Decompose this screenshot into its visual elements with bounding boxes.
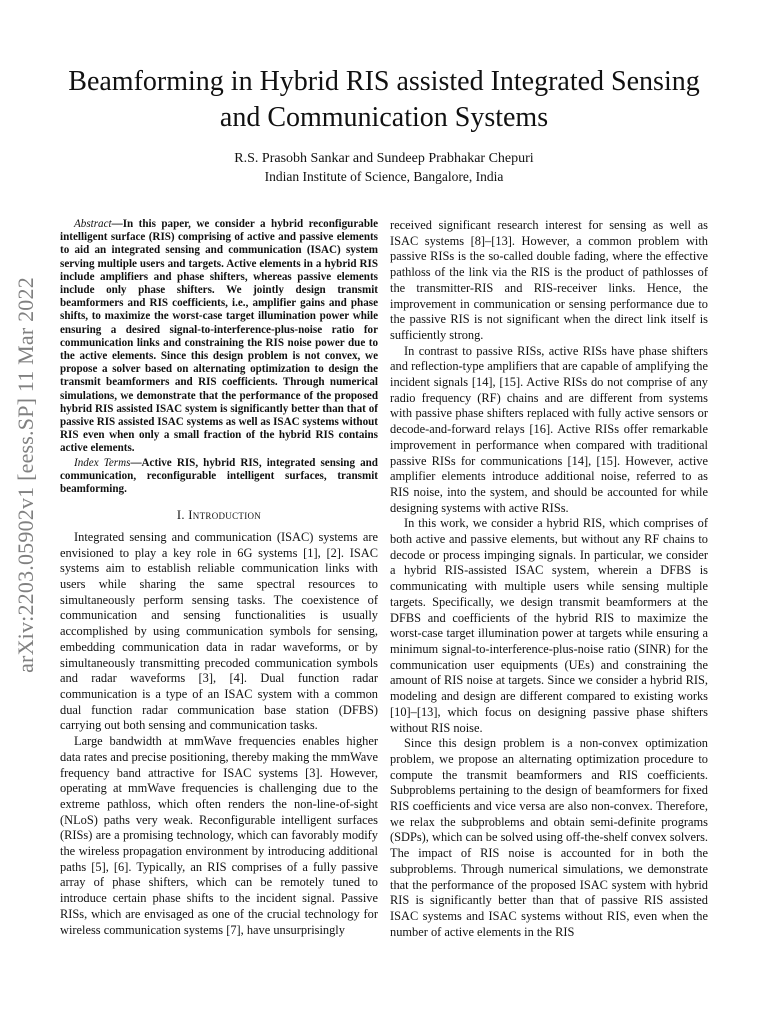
arxiv-stamp-text: arXiv:2203.05902v1 [eess.SP] 11 Mar 2022: [13, 277, 38, 673]
paper-title: Beamforming in Hybrid RIS assisted Integrated Sensing and Communication Systems: [68, 66, 700, 133]
index-terms-text: —Active RIS, hybrid RIS, integrated sensing and communication, reconfigurable intelligent surfaces, transmit beamforming.: [60, 456, 378, 496]
intro-paragraph-2: Large bandwidth at mmWave frequencies enables higher data rates and precise positioning, thereby making the mmWave frequency band attractive for ISAC systems [3]. However, operating at mmWave frequencies is challenging due to the extreme pathloss, which often renders the non-line-of-sight (NLoS) paths very weak. Reconfigurable intelligent surfaces (RISs) are a promising technology, which can favorably modify the wireless propagation environment by introducing additional paths [5], [6]. Typically, an RIS comprises of a fully passive array of phase shifters, which can be remotely tuned to introduce certain phase shifts to the incident signal. Passive RISs, which are envisaged as one of the crucial technology for wireless communication systems [7], have unsurprisingly: [60, 734, 378, 937]
arxiv-stamp: [2, 265, 42, 685]
index-terms-lead: Index Terms: [74, 456, 131, 469]
right-paragraph-1: received significant research interest for sensing as well as ISAC systems [8]–[13]. However, a common problem with passive RISs is the so-called double fading, where the effective pathloss of the link via the RIS is the product of pathlosses of the transmitter-RIS and RIS-receiver links. Hence, the improvement in communication or sensing performance due to the passive RIS is not significant when the direct link itself is sufficiently strong.: [390, 218, 708, 342]
right-column: [390, 218, 708, 940]
right-paragraph-2: In contrast to passive RISs, active RISs have phase shifters and reflection-type amplifiers that are capable of amplifying the incident signals [14], [15]. Active RISs do not comprise of any radio frequency (RF) chains and are different from systems with passive phase shifters replaced with fully active sensors or decode-and-forward relays [16]. Active RISs offer remarkable improvement in performance when compared with traditional passive RISs for communications [14], [15]. However, active amplifier elements introduce additional noise, referred to as RIS noise, into the system, and should be accounted for while designing systems with active RISs.: [390, 343, 708, 515]
abstract-lead: Abstract: [74, 218, 112, 230]
right-paragraph-3: In this work, we consider a hybrid RIS, which comprises of both active and passive elements, but without any RF chains to decode or process impinging signals. In particular, we consider a hybrid RIS-assisted ISAC system, wherein a DFBS is communicating with multiple users while sensing multiple targets. Specifically, we design transmit beamformers at the DFBS and coefficients of the hybrid RIS to maximize the worst-case target illumination power at targets while ensuring a minimum signal-to-interference-plus-noise ratio (SINR) for the communication user equipments (UEs) and constraining the amount of RIS noise at targets. Since we consider a hybrid RIS, modeling and design are different compared to existing works [10]–[13], which focus on designing passive phase shifters without RIS noise.: [390, 516, 708, 735]
abstract-text: —In this paper, we consider a hybrid reconfigurable intelligent surface (RIS) comprising of active and passive elements to aid an integrated sensing and communication (ISAC) system serving multiple users and targets. Active elements in a hybrid RIS include amplifiers and phase shifters, whereas passive elements include only phase shifters. We jointly design transmit beamformers and RIS coefficients, i.e., amplifier gains and phase shifts, to maximize the worst-case target illumination power while ensuring a desired signal-to-interference-plus-noise ratio for communication links and constraining the RIS noise power due to the active elements. Since this design problem is not convex, we propose a solver based on alternating optimization to design the transmit beamformers and RIS coefficients. Through numerical simulations, we demonstrate that the performance of the proposed hybrid RIS assisted ISAC system is significantly better than that of passive RIS assisted ISAC systems as well as ISAC systems without RIS even when only a small fraction of the hybrid RIS contains active elements.: [60, 218, 378, 455]
index-terms: [60, 457, 378, 497]
paper-authors: R.S. Prasobh Sankar and Sundeep Prabhakar Chepuri: [234, 151, 534, 166]
paper-affiliation: Indian Institute of Science, Bangalore, India: [264, 169, 504, 184]
abstract: [60, 218, 378, 456]
right-paragraph-4: Since this design problem is a non-convex optimization problem, we propose an alternating optimization procedure to compute the transmit beamformers and RIS coefficients. Subproblems pertaining to the design of beamformers for fixed RIS coefficients and vice versa are also non-convex. Therefore, we relax the subproblems and obtain semi-definite programs (SDPs), which can be solved using off-the-shelf convex solvers. The impact of RIS noise is accounted for in both the subproblems. Through numerical simulations, we demonstrate that the performance of the proposed ISAC system with hybrid RIS is significantly better than that of passive RIS assisted ISAC systems and ISAC systems without RIS, even when the number of active elements in the RIS: [390, 736, 708, 939]
left-column: [60, 218, 378, 938]
intro-paragraph-1: Integrated sensing and communication (ISAC) systems are envisioned to play a key role in 6G systems [1], [2]. ISAC systems aim to establish reliable communication links with users while sharing the same spectral resources to simultaneously perform sensing tasks. The coexistence of communication and sensing functionalities is usually accomplished by using communication symbols for sensing, embedding communication data in radar waveforms, or by simultaneously transmitting precoded communication symbols and radar waveforms [3], [4]. Dual function radar communication is a type of an ISAC system with a common dual function radar communication base station (DFBS) carrying out both sensing and communication tasks.: [60, 529, 378, 733]
section-heading-introduction: I. Introduction: [176, 508, 262, 523]
